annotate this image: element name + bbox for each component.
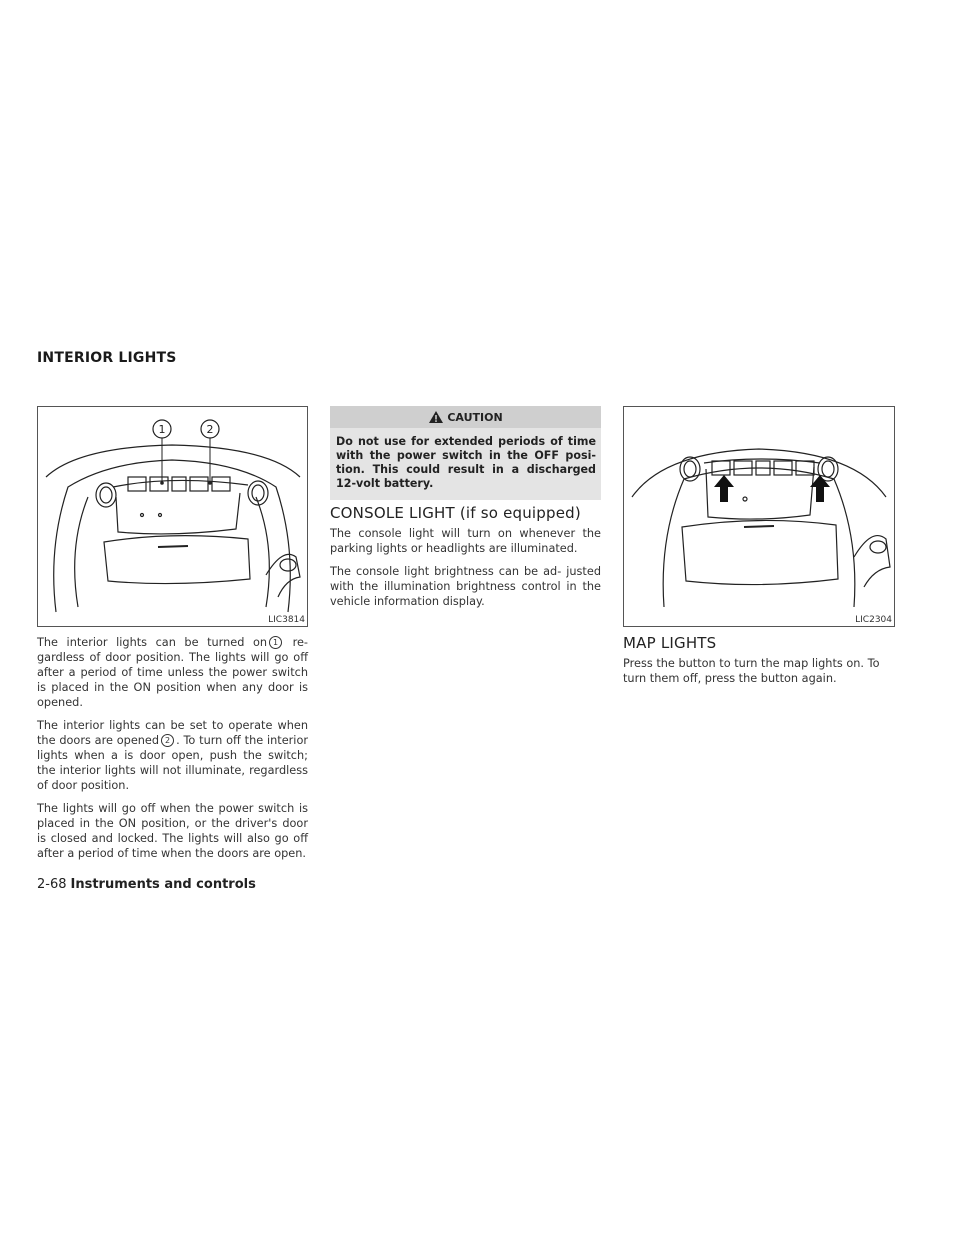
paragraph-3: The lights will go off when the power switch is placed in the ON position, or the driver's door is closed and locked. The lights will also go off after a period of time when the doors are open. (37, 802, 308, 860)
paragraph-2 (37, 718, 308, 793)
caution-header (330, 406, 601, 428)
console-light-paragraph-1: The console light will turn on whenever the parking lights or headlights are illuminated. (330, 527, 601, 555)
figure-code: LIC2304 (855, 615, 892, 625)
callout-1-label: 1 (158, 423, 166, 436)
map-lights-heading: MAP LIGHTS (623, 634, 717, 652)
paragraph-1 (37, 635, 308, 710)
map-lights-illustration (624, 407, 894, 626)
chapter-title: Instruments and controls (70, 877, 256, 892)
arrow-up-icon (714, 475, 734, 502)
section-title: INTERIOR LIGHTS (37, 350, 177, 366)
paragraph-1-text-cont: re- gardless of door position. The lights will go off after a period of time unless the power switch is placed in the ON position when any door is opened. (37, 636, 308, 709)
console-light-heading: CONSOLE LIGHT (if so equipped) (330, 504, 581, 522)
console-light-paragraph-2: The console light brightness can be ad- justed with the illumination brightness control in the vehicle information display. (330, 565, 601, 608)
callout-2-label: 2 (206, 423, 214, 436)
figure-map-lights (623, 406, 895, 627)
middle-column (330, 506, 601, 617)
callout-marker-2: 2 (161, 734, 174, 747)
page-footer (37, 877, 256, 892)
caution-heading: CAUTION (447, 410, 503, 424)
caution-text: Do not use for extended periods of time with the power switch in the OFF posi- tion. This could result in a discharged 12-volt battery. (336, 435, 596, 490)
map-lights-paragraph: Press the button to turn the map lights on. To turn them off, press the button again. (623, 657, 880, 685)
figure-code: LIC3814 (268, 615, 305, 625)
paragraph-2-text: The interior lights can be set to operate when the doors are opened (37, 719, 308, 747)
caution-box (330, 406, 601, 500)
figure-overhead-console (37, 406, 308, 627)
page-number: 2-68 (37, 877, 67, 892)
right-column (623, 636, 895, 694)
left-column (37, 635, 308, 869)
overhead-console-illustration (38, 407, 307, 626)
paragraph-1-text: The interior lights can be turned on (37, 636, 268, 649)
paragraph-2-text-cont: . To turn off the interior lights when a is door open, push the switch; the interior lights will not illuminate, regardless of door position. (37, 734, 309, 792)
callout-marker-1: 1 (269, 636, 282, 649)
warning-icon (428, 410, 444, 424)
